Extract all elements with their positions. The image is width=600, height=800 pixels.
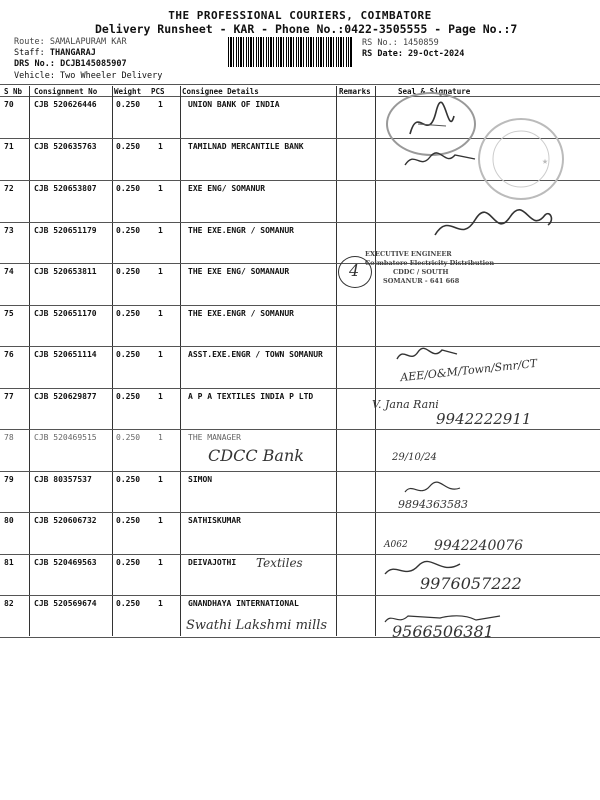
row-consignment-no: CJB 80357537 — [34, 475, 92, 484]
row-consignee: THE EXE.ENGR / SOMANUR — [188, 226, 294, 235]
row-divider — [0, 346, 600, 347]
row-sno: 77 — [4, 392, 14, 401]
row-weight: 0.250 — [116, 599, 141, 608]
row-pcs: 1 — [158, 350, 163, 359]
row-pcs: 1 — [158, 267, 163, 276]
route-label: Route: SAMALAPURAM KAR — [14, 37, 127, 47]
rs-number: RS No.: 1450859 — [362, 38, 439, 48]
row-pcs: 1 — [158, 309, 163, 318]
row-consignee: EXE ENG/ SOMANUR — [188, 184, 266, 193]
stamp-line: CDDC / SOUTH — [393, 268, 449, 276]
row-consignment-no: CJB 520651114 — [34, 350, 97, 359]
row-weight: 0.250 — [116, 475, 141, 484]
signature-71-icon — [400, 145, 480, 175]
row-pcs: 1 — [158, 100, 163, 109]
vehicle-label: Vehicle: Two Wheeler Delivery — [14, 71, 163, 81]
row-pcs: 1 — [158, 475, 163, 484]
row-weight: 0.250 — [116, 392, 141, 401]
row-consignee: ASST.EXE.ENGR / TOWN SOMANUR — [188, 350, 323, 359]
row-weight: 0.250 — [116, 350, 141, 359]
row-consignment-no: CJB 520651170 — [34, 309, 97, 318]
row-pcs: 1 — [158, 226, 163, 235]
row-weight: 0.250 — [116, 516, 141, 525]
row-consignee: GNANDHAYA INTERNATIONAL — [188, 599, 299, 608]
bank-seal-stamp-faded — [478, 118, 564, 200]
row-sno: 76 — [4, 350, 14, 359]
row-consignee: A P A TEXTILES INDIA P LTD — [188, 392, 314, 401]
row-consignee: THE MANAGER — [188, 433, 241, 442]
row-weight: 0.250 — [116, 558, 141, 567]
row-consignee: THE EXE.ENGR / SOMANUR — [188, 309, 294, 318]
row-divider — [0, 305, 600, 306]
row-consignment-no: CJB 520635763 — [34, 142, 97, 151]
executive-engineer-stamp — [365, 250, 515, 294]
signature-76-icon — [392, 344, 462, 366]
row-consignment-no: CJB 520626446 — [34, 100, 97, 109]
signature-81-phone: 9976057222 — [420, 574, 522, 593]
row-sno: 73 — [4, 226, 14, 235]
row-consignee: THE EXE ENG/ SOMANAUR — [188, 267, 290, 276]
row-weight: 0.250 — [116, 184, 141, 193]
signature-80-prefix: A062 — [384, 540, 408, 550]
row-consignment-no: CJB 520651179 — [34, 226, 97, 235]
row-sno: 75 — [4, 309, 14, 318]
row-pcs: 1 — [158, 392, 163, 401]
row-consignment-no: CJB 520653807 — [34, 184, 97, 193]
row-divider — [0, 637, 600, 638]
drs-number: DCJB145085907 — [60, 59, 127, 69]
col-header-sno: S Nb — [4, 87, 23, 96]
svg-text:★: ★ — [542, 156, 549, 167]
row-sno: 81 — [4, 558, 14, 567]
rs-date: RS Date: 29-Oct-2024 — [362, 49, 465, 59]
table-top-border — [0, 84, 600, 85]
staff-name: THANGARAJ — [49, 48, 96, 58]
row-sno: 71 — [4, 142, 14, 151]
staff-row — [14, 48, 96, 58]
row-pcs: 1 — [158, 599, 163, 608]
header-bottom-border — [0, 96, 600, 97]
company-name: THE PROFESSIONAL COURIERS, COIMBATORE — [168, 9, 432, 22]
row-consignment-no: CJB 520606732 — [34, 516, 97, 525]
row-consignment-no: CJB 520569674 — [34, 599, 97, 608]
star-icon — [480, 120, 562, 198]
col-header-weight: Weight — [114, 87, 142, 96]
remark-74: 4 — [349, 261, 360, 280]
row-sno: 74 — [4, 267, 14, 276]
col-header-consignee: Consignee Details — [182, 87, 259, 96]
row-pcs: 1 — [158, 558, 163, 567]
row-weight: 0.250 — [116, 267, 141, 276]
row-sno: 80 — [4, 516, 14, 525]
row-consignment-no: CJB 520469563 — [34, 558, 97, 567]
drs-label: DRS No.: — [14, 59, 55, 69]
row-divider — [0, 388, 600, 389]
row-consignee: UNION BANK OF INDIA — [188, 100, 280, 109]
row-consignee: DEIVAJOTHI — [188, 558, 237, 567]
row-consignment-no: CJB 520469515 — [34, 433, 97, 442]
staff-label: Staff: — [14, 48, 45, 58]
row-divider — [0, 595, 600, 596]
row-consignee: SATHISKUMAR — [188, 516, 241, 525]
col-header-pcs: PCS — [151, 87, 165, 96]
runsheet-title: Delivery Runsheet - KAR - Phone No.:0422-3505555 - Page No.:7 — [95, 22, 518, 36]
row-consignee: TAMILNAD MERCANTILE BANK — [188, 142, 304, 151]
stamp-line: EXECUTIVE ENGINEER — [365, 250, 452, 258]
row-divider — [0, 512, 600, 513]
signature-76-text: AEE/O&M/Town/Smr/CT — [399, 356, 538, 385]
signature-73-icon — [430, 205, 560, 250]
col-header-seal: Seal & Signature — [398, 87, 471, 96]
row-weight: 0.250 — [116, 226, 141, 235]
row-weight: 0.250 — [116, 142, 141, 151]
signature-79-icon — [400, 478, 470, 500]
row-sno: 78 — [4, 433, 14, 442]
col-header-remarks: Remarks — [339, 87, 371, 96]
row-divider — [0, 471, 600, 472]
row-pcs: 1 — [158, 433, 163, 442]
signature-77-name: V. Jana Rani — [372, 398, 439, 411]
signature-80-phone: 9942240076 — [434, 538, 524, 554]
row-divider — [0, 554, 600, 555]
row-sno: 82 — [4, 599, 14, 608]
row-weight: 0.250 — [116, 309, 141, 318]
stamp-line: Coimbatore Electricity Distribution — [365, 259, 495, 267]
col-header-consignment: Consignment No — [34, 87, 98, 96]
row-weight: 0.250 — [116, 433, 141, 442]
signature-82-phone: 9566506381 — [392, 622, 494, 641]
row-consignment-no: CJB 520629877 — [34, 392, 97, 401]
drs-row — [14, 59, 127, 69]
barcode — [228, 37, 353, 67]
consignee-note-81: Textiles — [256, 556, 303, 570]
stamp-line: SOMANUR - 641 668 — [383, 277, 460, 285]
row-pcs: 1 — [158, 516, 163, 525]
row-weight: 0.250 — [116, 100, 141, 109]
row-pcs: 1 — [158, 142, 163, 151]
row-sno: 72 — [4, 184, 14, 193]
consignee-note-82: Swathi Lakshmi mills — [186, 618, 328, 633]
signature-77-phone: 9942222911 — [436, 410, 532, 428]
row-sno: 79 — [4, 475, 14, 484]
signature-79-date: 29/10/24 — [392, 452, 437, 463]
row-consignee: SIMON — [188, 475, 213, 484]
row-pcs: 1 — [158, 184, 163, 193]
row-sno: 70 — [4, 100, 14, 109]
row-consignment-no: CJB 520653811 — [34, 267, 97, 276]
row-divider — [0, 429, 600, 430]
signature-79-phone: 9894363583 — [398, 498, 468, 511]
consignee-note-78: CDCC Bank — [208, 446, 304, 465]
